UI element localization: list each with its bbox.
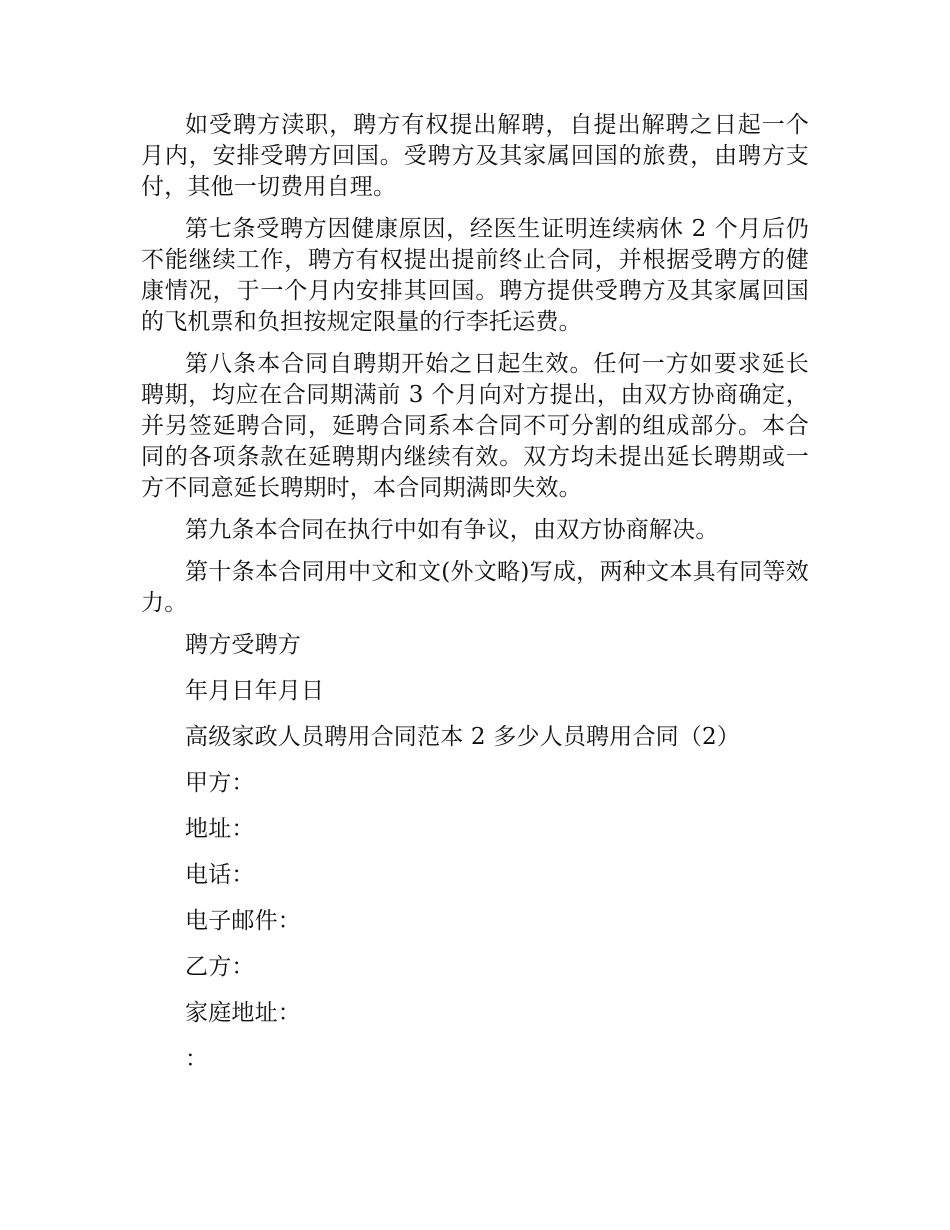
contract-title-line: 高级家政人员聘用合同范本 2 多少人员聘用合同（2） — [185, 724, 741, 750]
paragraph-dismissal: 如受聘方渎职，聘方有权提出解聘，自提出解聘之日起一个月内，安排受聘方回国。受聘方及其家属回国的旅费，由聘方支付，其他一切费用自理。 — [141, 112, 809, 200]
home-address-label: 家庭地址： — [185, 1000, 301, 1026]
blank-field-label: ： — [185, 1046, 209, 1072]
paragraph-article-9: 第九条本合同在执行中如有争议，由双方协商解决。 — [185, 517, 719, 543]
paragraph-article-7: 第七条受聘方因健康原因，经医生证明连续病休 2 个月后仍不能继续工作，聘方有权提出提前终止合同，并根据受聘方的健康情况，于一个月内安排其回国。聘方提供受聘方及其家属回国的飞机票和负担按规定限量的行李托运费。 — [141, 216, 809, 335]
phone-label: 电话： — [185, 862, 255, 888]
document-body — [141, 110, 809, 1090]
signature-parties-line: 聘方受聘方 — [185, 632, 301, 658]
email-label: 电子邮件： — [185, 908, 301, 934]
paragraph-article-8: 第八条本合同自聘期开始之日起生效。任何一方如要求延长聘期，均应在合同期满前 3 个月向对方提出，由双方协商确定，并另签延聘合同，延聘合同系本合同不可分割的组成部分。本合同的各项条款在延聘期内继续有效。双方均未提出延长聘期或一方不同意延长聘期时，本合同期满即失效。 — [141, 351, 809, 501]
signature-date-line: 年月日年月日 — [185, 678, 325, 704]
address-label: 地址： — [185, 816, 255, 842]
paragraph-article-10: 第十条本合同用中文和文(外文略)写成，两种文本具有同等效力。 — [141, 559, 809, 616]
party-b-label: 乙方： — [185, 954, 255, 980]
party-a-label: 甲方： — [185, 770, 255, 796]
